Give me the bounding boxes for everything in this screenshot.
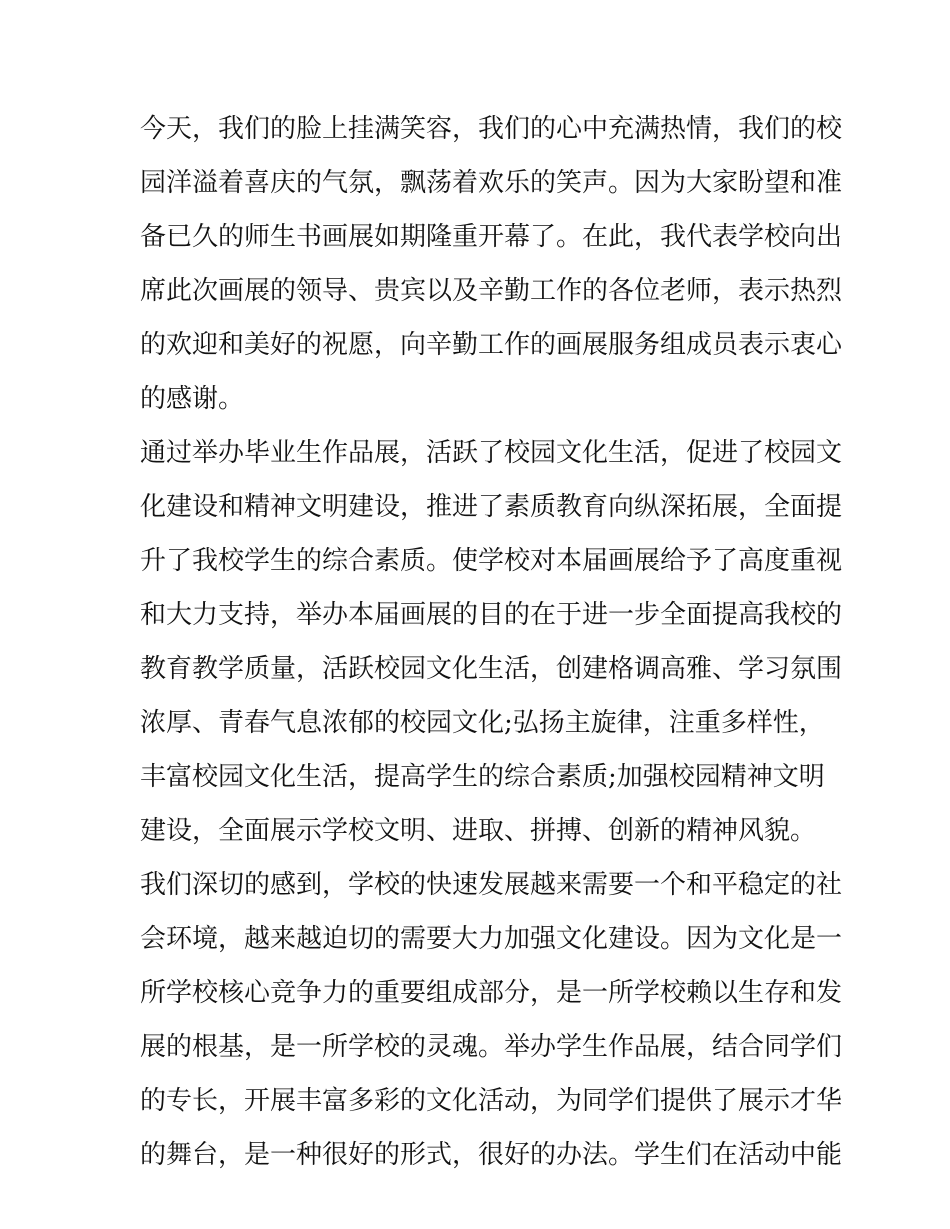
text-line: 园洋溢着喜庆的气氛，飘荡着欢乐的笑声。因为大家盼望和准 bbox=[140, 168, 843, 198]
text-line: 升了我校学生的综合素质。使学校对本届画展给予了高度重视 bbox=[140, 546, 843, 576]
text-line: 教育教学质量，活跃校园文化生活，创建格调高雅、学习氛围 bbox=[140, 654, 843, 684]
text-line: 和大力支持，举办本届画展的目的在于进一步全面提高我校的 bbox=[140, 600, 843, 630]
text-line: 通过举办毕业生作品展，活跃了校园文化生活，促进了校园文 bbox=[140, 438, 843, 468]
text-line: 会环境，越来越迫切的需要大力加强文化建设。因为文化是一 bbox=[140, 924, 843, 954]
text-line: 的感谢。 bbox=[140, 384, 245, 414]
text-line: 所学校核心竞争力的重要组成部分，是一所学校赖以生存和发 bbox=[140, 978, 843, 1008]
text-line: 建设，全面展示学校文明、进取、拼搏、创新的精神风貌。 bbox=[140, 816, 817, 846]
text-line: 备已久的师生书画展如期隆重开幕了。在此，我代表学校向出 bbox=[140, 222, 843, 252]
text-line: 化建设和精神文明建设，推进了素质教育向纵深拓展，全面提 bbox=[140, 492, 843, 522]
text-line: 丰富校园文化生活，提高学生的综合素质;加强校园精神文明 bbox=[140, 762, 825, 792]
text-line: 的专长，开展丰富多彩的文化活动，为同学们提供了展示才华 bbox=[140, 1086, 843, 1116]
text-line: 的欢迎和美好的祝愿，向辛勤工作的画展服务组成员表示衷心 bbox=[140, 330, 843, 360]
text-line: 的舞台，是一种很好的形式，很好的办法。学生们在活动中能 bbox=[140, 1140, 843, 1170]
text-line: 今天，我们的脸上挂满笑容，我们的心中充满热情，我们的校 bbox=[140, 114, 843, 144]
text-line: 浓厚、青春气息浓郁的校园文化;弘扬主旋律，注重多样性， bbox=[140, 708, 825, 738]
text-line: 席此次画展的领导、贵宾以及辛勤工作的各位老师，表示热烈 bbox=[140, 276, 843, 306]
text-line: 我们深切的感到，学校的快速发展越来需要一个和平稳定的社 bbox=[140, 870, 843, 900]
text-line: 展的根基，是一所学校的灵魂。举办学生作品展，结合同学们 bbox=[140, 1032, 843, 1062]
